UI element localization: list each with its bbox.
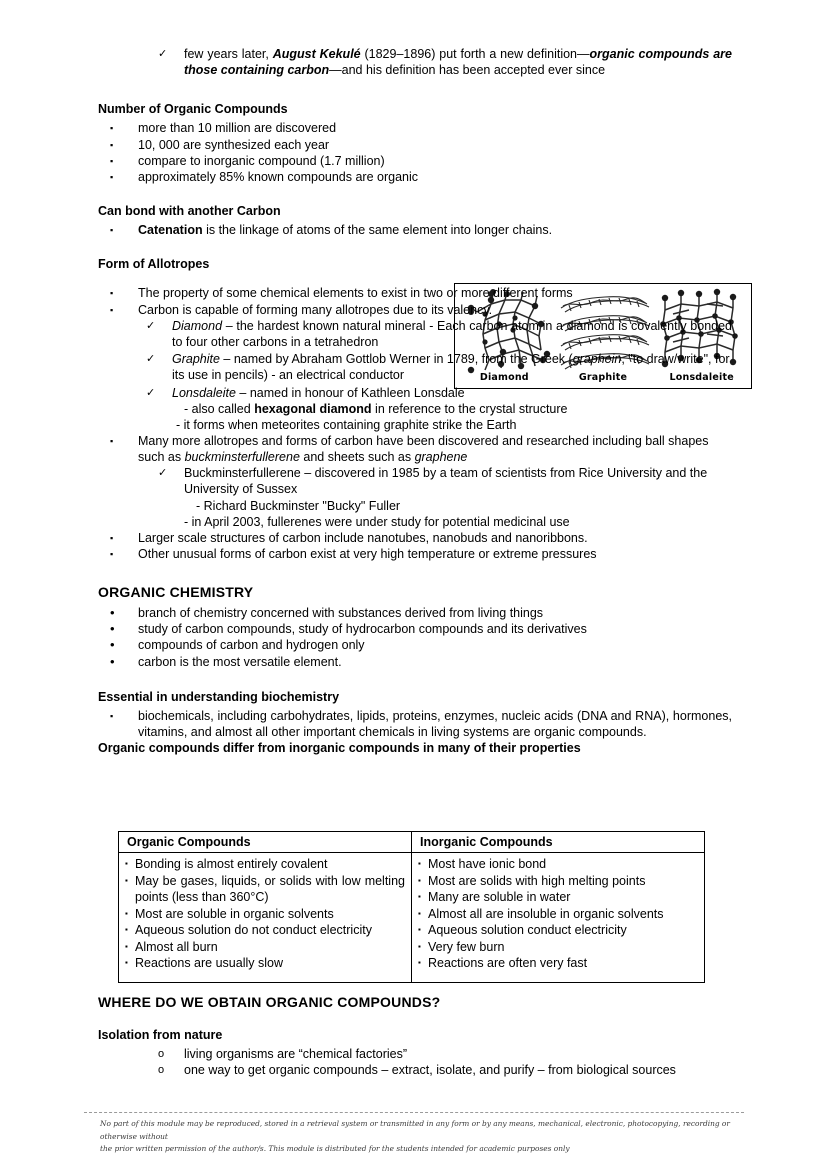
list-biochemistry (104, 708, 732, 740)
diamond-term: Diamond (172, 318, 223, 333)
list-item (104, 153, 732, 169)
list-item-label: compounds of carbon and hydrogen only (138, 638, 365, 653)
footer-line-1: No part of this module may be reproduced, stored in a retrieval system or transmitted in any form or by any means, mechanical, electronic, photocopying, recording or otherwise without (100, 1119, 730, 1141)
table-cell-organic (119, 853, 412, 982)
allotrope-graphite (146, 351, 732, 383)
check-icon: ✓ (146, 319, 156, 332)
figure-label-diamond: Diamond (479, 372, 529, 383)
kekule-part-1: few years later, (184, 47, 273, 61)
graphite-text-b: , "to draw/write", for its use in pencils) - an electrical conductor (172, 352, 730, 383)
graphein-term: graphein (572, 352, 622, 367)
lonsdaleite-term: Lonsdaleite (172, 385, 236, 400)
list-item (158, 1062, 732, 1078)
kekule-name: August Kekulé (272, 47, 361, 61)
square-bullet-icon: ▪ (110, 172, 114, 183)
list-item: ▪ Aqueous solution conduct electricity (418, 922, 698, 939)
many-more-allotropes (104, 433, 732, 465)
list-item: ▪ Reactions are usually slow (125, 955, 405, 972)
kekule-note (158, 46, 732, 78)
list-item: ▪ Reactions are often very fast (418, 955, 698, 972)
check-icon: ✓ (146, 353, 156, 366)
square-bullet-icon: ▪ (110, 304, 114, 315)
figure-label-lonsdaleite: Lonsdaleite (669, 372, 734, 383)
list-item-label: compare to inorganic compound (1.7 million) (138, 153, 385, 168)
circle-bullet-icon: o (158, 1048, 165, 1060)
diamond-text: – the hardest known natural mineral - Each carbon atom in a diamond is covalently bonded to four other carbons in a tetrahedron (172, 318, 732, 350)
list-item: ▪ Very few burn (418, 939, 698, 956)
many-more-text-a: Many more allotropes and forms of carbon have been discovered and researched including ball shapes such as (138, 433, 709, 465)
hexagonal-diamond-term: hexagonal diamond (254, 401, 372, 416)
lonsdaleite-sub-1-b: in reference to the crystal structure (371, 401, 568, 416)
list-item (104, 708, 732, 740)
kekule-part-5: —and his definition has been accepted ever since (329, 63, 606, 78)
list-item-label (172, 318, 732, 350)
list-item: ▪ Bonding is almost entirely covalent (125, 856, 405, 873)
list-item (146, 318, 732, 350)
check-icon: ✓ (146, 386, 156, 399)
table-row (119, 853, 704, 982)
comparison-table (118, 831, 705, 983)
heading-organic-vs-inorganic: Organic compounds differ from inorganic compounds in many of their properties (98, 741, 581, 756)
lonsdaleite-sub-1 (184, 401, 732, 417)
list-item-label: living organisms are “chemical factories” (184, 1047, 407, 1061)
lonsdaleite-text: – named in honour of Kathleen Lonsdale (235, 385, 465, 400)
list-item-label: Carbon is capable of forming many allotropes due to its valency. (138, 302, 493, 317)
square-bullet-icon: ▪ (110, 155, 114, 166)
list-item-label (138, 433, 732, 465)
lonsdaleite-sub-1-a: - also called (184, 401, 255, 416)
where-obtain-section (98, 994, 732, 1078)
allotrope-lonsdaleite (146, 385, 732, 401)
table-header-inorganic: Inorganic Compounds (412, 832, 705, 853)
list-item: ▪ Almost all are insoluble in organic solvents (418, 906, 698, 923)
buckminsterfullerene-term: buckminsterfullerene (184, 450, 300, 465)
dot-bullet-icon: • (110, 653, 115, 669)
square-bullet-icon: ▪ (110, 532, 114, 543)
heading-organic-chemistry: ORGANIC CHEMISTRY (98, 584, 254, 601)
table-cell-inorganic (412, 853, 705, 982)
list-item: ▪ Most are soluble in organic solvents (125, 906, 405, 923)
allotrope-buckminsterfullerene (158, 465, 732, 497)
figure-label-graphite: Graphite (578, 372, 628, 383)
inorganic-properties-list (418, 856, 698, 972)
catenation-definition: is the linkage of atoms of the same element into longer chains. (202, 223, 553, 238)
list-item-label: 10, 000 are synthesized each year (138, 137, 330, 152)
footer-line-2: the prior written permission of the author/s. This module is distributed for the students intended for academic purposes only (100, 1144, 570, 1153)
list-item: ▪ Most have ionic bond (418, 856, 698, 873)
square-bullet-icon: ▪ (110, 288, 114, 299)
document-body (98, 46, 732, 756)
list-item (104, 546, 732, 562)
bucky-sub-1: - Richard Buckminster "Bucky" Fuller (196, 498, 401, 513)
heading-number-of-organic-compounds: Number of Organic Compounds (98, 102, 288, 117)
catenation-term: Catenation (138, 223, 203, 238)
list-item-label (138, 222, 732, 238)
dot-bullet-icon: • (110, 605, 115, 621)
list-can-bond (104, 222, 732, 238)
list-item-label: Buckminsterfullerene – discovered in 1985 by a team of scientists from Rice University and the University of Sussex (184, 466, 708, 497)
table-header-organic: Organic Compounds (119, 832, 412, 853)
kekule-note-text (184, 46, 732, 78)
list-item-label: branch of chemistry concerned with substances derived from living things (138, 606, 544, 621)
list-item-label: more than 10 million are discovered (138, 121, 337, 136)
check-icon: ✓ (158, 48, 168, 60)
list-item (104, 433, 732, 465)
list-item-label: Larger scale structures of carbon include nanotubes, nanobuds and nanoribbons. (138, 530, 588, 545)
list-item-label: approximately 85% known compounds are organic (138, 170, 419, 185)
heading-isolation-from-nature: Isolation from nature (98, 1028, 223, 1042)
list-item: ▪ May be gases, liquids, or solids with low melting points (less than 360°C) (125, 873, 405, 906)
square-bullet-icon: ▪ (110, 548, 114, 559)
graphite-text-a: – named by Abraham Gottlob Werner in 1789, from the Greek ( (219, 352, 573, 367)
list-item (146, 385, 732, 401)
heading-where-obtain: WHERE DO WE OBTAIN ORGANIC COMPOUNDS? (98, 994, 441, 1010)
list-item (104, 137, 732, 153)
square-bullet-icon: ▪ (110, 710, 114, 721)
heading-essential-biochemistry: Essential in understanding biochemistry (98, 689, 340, 704)
list-item-label: carbon is the most versatile element. (138, 654, 342, 669)
organic-properties-list (125, 856, 405, 972)
heading-form-of-allotropes: Form of Allotropes (98, 257, 210, 272)
table-header-row (119, 832, 704, 853)
list-item-label: Other unusual forms of carbon exist at very high temperature or extreme pressures (138, 546, 597, 561)
bucky-sub-2: - in April 2003, fullerenes were under study for potential medicinal use (184, 514, 570, 529)
square-bullet-icon: ▪ (110, 123, 114, 134)
list-item-label: biochemicals, including carbohydrates, lipids, proteins, enzymes, nucleic acids (DNA and RNA), hormones, vitamins, and almost all other important chemicals in living systems are organic compounds. (138, 708, 732, 740)
list-item-label: study of carbon compounds, study of hydrocarbon compounds and its derivatives (138, 622, 587, 637)
list-item (104, 605, 732, 621)
lonsdaleite-sub-2: - it forms when meteorites containing graphite strike the Earth (176, 417, 517, 432)
square-bullet-icon: ▪ (110, 225, 114, 236)
kekule-definition: organic compounds are those containing carbon (184, 47, 732, 78)
list-item (158, 1046, 732, 1062)
many-more-text-b: and sheets such as (299, 450, 415, 465)
list-item (104, 637, 732, 653)
list-item: ▪ Aqueous solution do not conduct electricity (125, 922, 405, 939)
dot-bullet-icon: • (110, 637, 115, 653)
list-item-label: one way to get organic compounds – extract, isolate, and purify – from biological sources (184, 1063, 676, 1078)
list-item (158, 465, 732, 497)
list-organic-chemistry (104, 605, 732, 670)
kekule-part-3: (1829–1896) put forth a new definition— (360, 47, 590, 61)
list-item-label (172, 385, 732, 401)
list-item (104, 654, 732, 670)
list-item (104, 222, 732, 238)
graphene-term: graphene (414, 450, 468, 465)
list-item: ▪ Many are soluble in water (418, 889, 698, 906)
list-item (104, 285, 732, 301)
list-item: ▪ Almost all burn (125, 939, 405, 956)
list-item (104, 302, 732, 318)
list-isolation-from-nature (158, 1046, 732, 1078)
list-item (104, 530, 732, 546)
list-item-label: The property of some chemical elements to exist in two or more different forms (138, 286, 573, 301)
list-item: ▪ Most are solids with high melting points (418, 873, 698, 890)
list-item (146, 351, 732, 383)
list-item (104, 120, 732, 136)
square-bullet-icon: ▪ (110, 139, 114, 150)
check-icon: ✓ (158, 467, 168, 480)
list-number-of-organic-compounds (104, 120, 732, 185)
larger-scale-and-unusual-list (104, 530, 732, 562)
dot-bullet-icon: • (110, 621, 115, 637)
list-item (104, 169, 732, 185)
allotrope-diamond (146, 318, 732, 350)
footer-copyright-notice (100, 1118, 740, 1156)
graphite-term: Graphite (172, 352, 220, 367)
circle-bullet-icon: o (158, 1064, 165, 1077)
square-bullet-icon: ▪ (110, 435, 114, 446)
allotropes-intro-list (104, 285, 732, 317)
footer-divider (84, 1112, 744, 1113)
heading-can-bond-with-another-carbon: Can bond with another Carbon (98, 204, 281, 219)
list-item (104, 621, 732, 637)
list-item-label (172, 351, 732, 383)
